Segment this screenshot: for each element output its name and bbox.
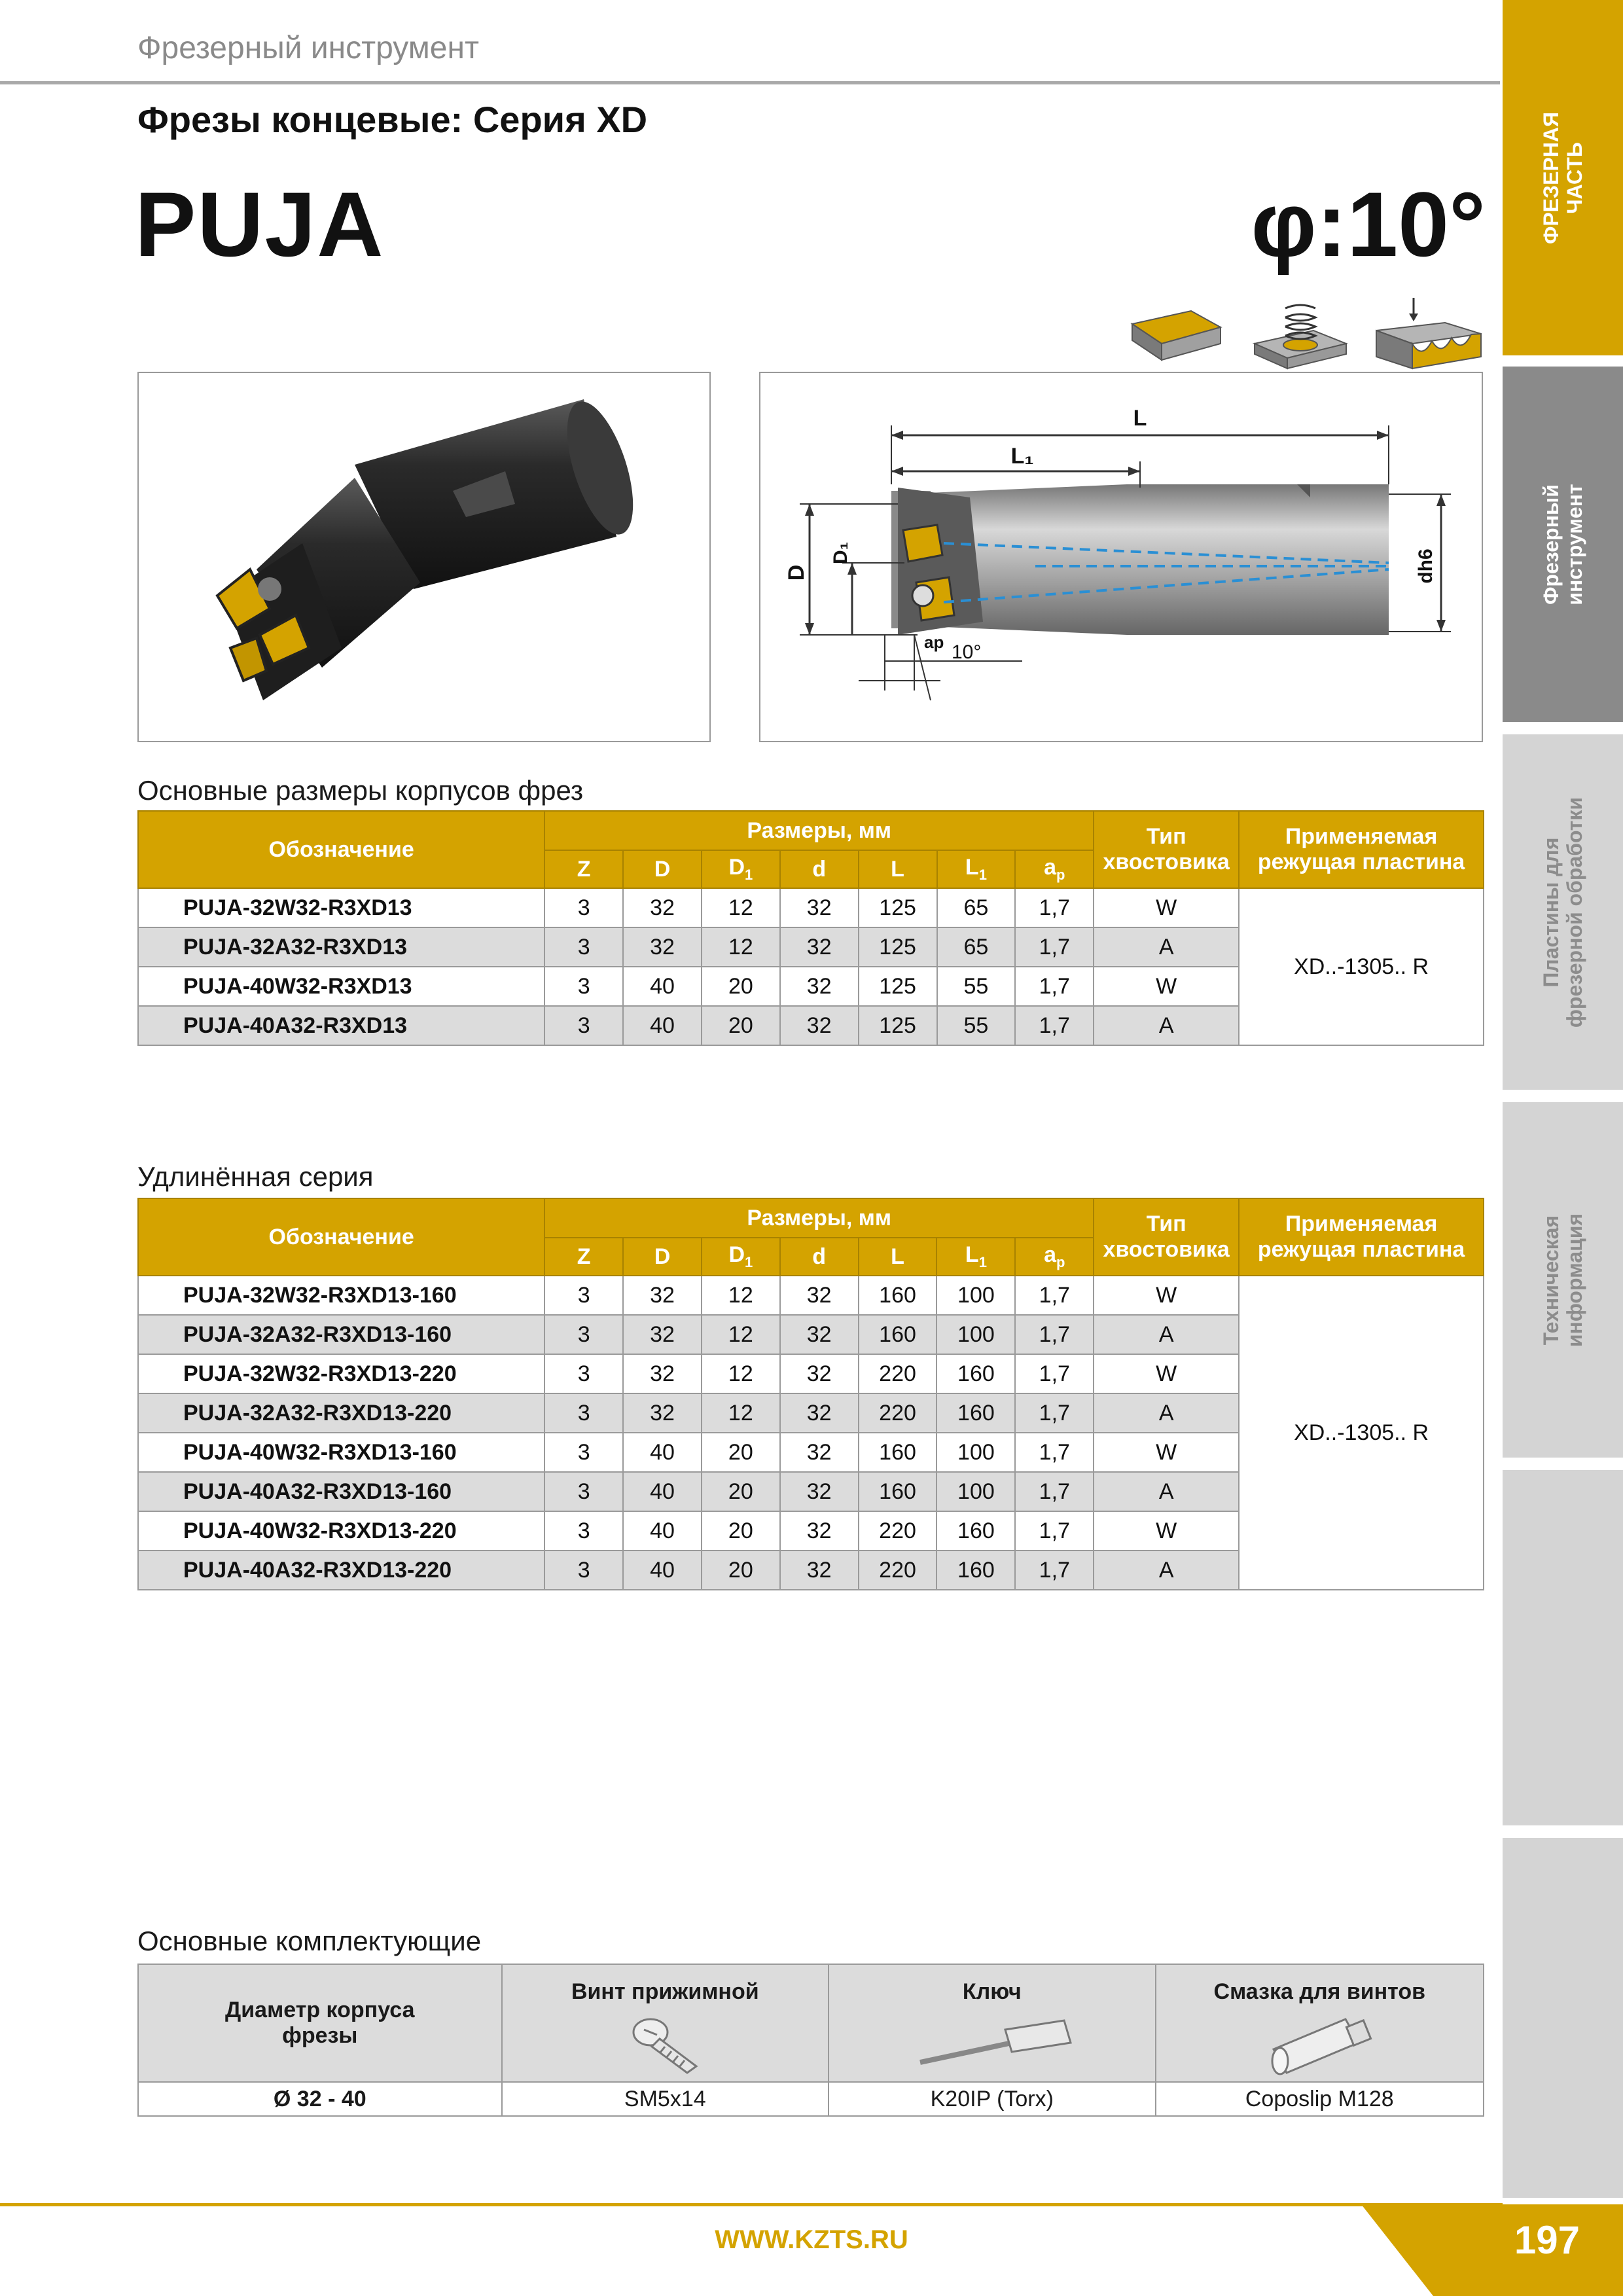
table-cell: 40 bbox=[623, 1551, 702, 1590]
product-photo bbox=[137, 372, 711, 742]
table-cell: A bbox=[1094, 1006, 1239, 1045]
table-cell: 125 bbox=[859, 888, 937, 927]
accessories-row bbox=[138, 2082, 1484, 2116]
table-cell: Ø 32 - 40 bbox=[138, 2082, 502, 2116]
sidebar-tab-blank[interactable] bbox=[1503, 1838, 1623, 2198]
table-cell: PUJA-40W32-R3XD13-160 bbox=[138, 1433, 544, 1472]
header-text: a bbox=[1044, 1242, 1057, 1268]
table-cell: 32 bbox=[780, 967, 859, 1006]
table-cell: 160 bbox=[936, 1511, 1015, 1551]
table-cell: A bbox=[1094, 927, 1239, 967]
table-cell: 3 bbox=[544, 1315, 623, 1354]
header-shank: Тип хвостовика bbox=[1094, 1198, 1239, 1276]
table-cell: A bbox=[1094, 1551, 1239, 1590]
table-cell: 3 bbox=[544, 1433, 623, 1472]
table-cell: 100 bbox=[936, 1472, 1015, 1511]
table-cell: PUJA-40W32-R3XD13-220 bbox=[138, 1511, 544, 1551]
helical-interpolation-icon bbox=[1251, 298, 1349, 370]
table-cell: PUJA-40W32-R3XD13 bbox=[138, 967, 544, 1006]
header-text: d bbox=[812, 1244, 827, 1269]
col-d-big bbox=[623, 1238, 702, 1276]
table-cell: 55 bbox=[937, 967, 1016, 1006]
sidebar-tab-milling-tools[interactable] bbox=[1503, 367, 1623, 722]
table-cell: K20IP (Torx) bbox=[829, 2082, 1156, 2116]
table-cell: 3 bbox=[544, 1276, 623, 1315]
acc-header-screw bbox=[502, 1964, 829, 2082]
table-cell: 1,7 bbox=[1015, 1472, 1094, 1511]
table-cell: 3 bbox=[544, 1354, 623, 1393]
header-text: D bbox=[654, 1244, 671, 1269]
header-text: Z bbox=[577, 1244, 591, 1269]
table-cell: 20 bbox=[702, 967, 780, 1006]
table-cell: 32 bbox=[623, 1315, 702, 1354]
acc-header-lubricant bbox=[1156, 1964, 1484, 2082]
table-cell: 1,7 bbox=[1015, 1276, 1094, 1315]
header-sizes: Размеры, мм bbox=[544, 1198, 1094, 1238]
sidebar-tab-milling-inserts[interactable] bbox=[1503, 734, 1623, 1090]
header-text: 1 bbox=[978, 866, 987, 883]
table-cell: 1,7 bbox=[1015, 1354, 1094, 1393]
table-cell: SM5x14 bbox=[502, 2082, 829, 2116]
header-text: 1 bbox=[745, 1253, 753, 1270]
table-cell: PUJA-40A32-R3XD13-160 bbox=[138, 1472, 544, 1511]
table-cell: 20 bbox=[702, 1433, 780, 1472]
col-z bbox=[544, 850, 623, 888]
table-cell: 1,7 bbox=[1015, 888, 1094, 927]
table-cell: 220 bbox=[859, 1393, 937, 1433]
table-cell: 32 bbox=[623, 927, 702, 967]
sidebar-tab-label: Пластины для фрезерной обработки bbox=[1539, 797, 1586, 1028]
acc-header-diameter bbox=[138, 1964, 502, 2082]
dim-D: D bbox=[784, 564, 809, 581]
table-cell: 3 bbox=[544, 1551, 623, 1590]
sidebar-tab-milling-section[interactable] bbox=[1503, 0, 1623, 355]
col-z bbox=[544, 1238, 623, 1276]
table-cell: W bbox=[1094, 1276, 1239, 1315]
table-cell: 40 bbox=[623, 1511, 702, 1551]
table-cell: 65 bbox=[937, 888, 1016, 927]
col-d1 bbox=[702, 1238, 780, 1276]
sidebar-tab-label: Техническая информация bbox=[1539, 1213, 1586, 1347]
running-head: Фрезерный инструмент bbox=[137, 31, 479, 65]
table-cell: 1,7 bbox=[1015, 1511, 1094, 1551]
table-cell: 32 bbox=[780, 1006, 859, 1045]
lubricant-tube-icon bbox=[1260, 2010, 1378, 2075]
table-cell: 32 bbox=[780, 927, 859, 967]
table-cell: 220 bbox=[859, 1511, 937, 1551]
header-sizes: Размеры, мм bbox=[544, 811, 1094, 850]
table-cell: 32 bbox=[780, 1354, 859, 1393]
table-cell: 160 bbox=[936, 1393, 1015, 1433]
table-cell: A bbox=[1094, 1393, 1239, 1433]
table-cell: 160 bbox=[859, 1472, 937, 1511]
table-cell: 40 bbox=[623, 1433, 702, 1472]
table-cell: 32 bbox=[623, 1393, 702, 1433]
table-cell: 32 bbox=[780, 888, 859, 927]
insert-cell: XD..-1305.. R bbox=[1239, 888, 1484, 1045]
table-cell: PUJA-32W32-R3XD13 bbox=[138, 888, 544, 927]
table-cell: 32 bbox=[780, 1276, 859, 1315]
table-cell: 32 bbox=[780, 1433, 859, 1472]
table-cell: W bbox=[1094, 1511, 1239, 1551]
header-text: Ключ bbox=[962, 1979, 1022, 2004]
sidebar-tab-technical-info[interactable] bbox=[1503, 1102, 1623, 1458]
table-cell: 3 bbox=[544, 1472, 623, 1511]
col-l1 bbox=[936, 1238, 1015, 1276]
table-cell: PUJA-40A32-R3XD13 bbox=[138, 1006, 544, 1045]
table-cell: 32 bbox=[780, 1511, 859, 1551]
table-cell: W bbox=[1094, 1354, 1239, 1393]
table-cell: W bbox=[1094, 888, 1239, 927]
table-cell: PUJA-32A32-R3XD13-220 bbox=[138, 1393, 544, 1433]
extended-series-table bbox=[137, 1198, 1484, 1590]
acc-header-key bbox=[829, 1964, 1156, 2082]
table-cell: 1,7 bbox=[1015, 1315, 1094, 1354]
header-text: Диаметр корпуса фрезы bbox=[225, 1998, 415, 2048]
page-title: Фрезы концевые: Серия XD bbox=[137, 99, 648, 140]
header-text: Винт прижимной bbox=[571, 1979, 759, 2004]
table-cell: PUJA-32W32-R3XD13-160 bbox=[138, 1276, 544, 1315]
table-cell: PUJA-32A32-R3XD13 bbox=[138, 927, 544, 967]
header-text: D bbox=[728, 855, 745, 880]
screw-icon bbox=[619, 2010, 711, 2075]
table-cell: 100 bbox=[936, 1315, 1015, 1354]
insert-cell: XD..-1305.. R bbox=[1239, 1276, 1484, 1590]
model-name: PUJA bbox=[135, 173, 385, 276]
table-cell: A bbox=[1094, 1315, 1239, 1354]
table-cell: 1,7 bbox=[1015, 927, 1094, 967]
header-insert: Применяемая режущая пластина bbox=[1239, 1198, 1484, 1276]
table-cell: 12 bbox=[702, 888, 780, 927]
sidebar-tab-blank[interactable] bbox=[1503, 1470, 1623, 1825]
face-milling-icon bbox=[1126, 298, 1224, 370]
header-shank: Тип хвостовика bbox=[1094, 811, 1239, 888]
header-text: L bbox=[891, 856, 904, 882]
table-cell: 1,7 bbox=[1015, 1433, 1094, 1472]
table-cell: 3 bbox=[544, 888, 623, 927]
dim-L1: L₁ bbox=[1010, 444, 1034, 469]
dim-angle: 10° bbox=[952, 641, 982, 663]
angle-label: φ:10° bbox=[1251, 173, 1486, 276]
col-d-big bbox=[623, 850, 702, 888]
table-cell: 125 bbox=[859, 967, 937, 1006]
table-row bbox=[138, 1276, 1484, 1315]
col-d1 bbox=[702, 850, 780, 888]
table-cell: 32 bbox=[780, 1551, 859, 1590]
table-cell: 12 bbox=[702, 927, 780, 967]
table-cell: W bbox=[1094, 967, 1239, 1006]
table-cell: 40 bbox=[623, 1006, 702, 1045]
table-cell: 1,7 bbox=[1015, 1551, 1094, 1590]
main-table-title: Основные размеры корпусов фрез bbox=[137, 775, 584, 806]
dim-D1: D₁ bbox=[830, 541, 851, 565]
table-cell: 160 bbox=[936, 1354, 1015, 1393]
header-text: L bbox=[965, 1242, 979, 1268]
table-cell: 3 bbox=[544, 1393, 623, 1433]
table-cell: 32 bbox=[780, 1472, 859, 1511]
table-cell: Coposlip M128 bbox=[1156, 2082, 1484, 2116]
table-cell: 3 bbox=[544, 967, 623, 1006]
footer-rule bbox=[0, 2203, 1503, 2206]
header-text: D bbox=[654, 856, 671, 882]
table-cell: 12 bbox=[702, 1354, 780, 1393]
table-cell: 20 bbox=[702, 1551, 780, 1590]
table-cell: 1,7 bbox=[1015, 1393, 1094, 1433]
table-cell: 160 bbox=[859, 1315, 937, 1354]
plunge-milling-icon bbox=[1373, 298, 1484, 370]
table-cell: 40 bbox=[623, 1472, 702, 1511]
table-cell: A bbox=[1094, 1472, 1239, 1511]
header-rule bbox=[0, 81, 1500, 84]
dim-dh6: dh6 bbox=[1415, 548, 1436, 584]
table-cell: 3 bbox=[544, 927, 623, 967]
header-text: D bbox=[728, 1242, 745, 1268]
col-l bbox=[859, 1238, 937, 1276]
table-cell: 55 bbox=[937, 1006, 1016, 1045]
header-text: d bbox=[812, 856, 827, 882]
header-text: p bbox=[1056, 1253, 1065, 1270]
col-d-small bbox=[780, 850, 859, 888]
operation-icons bbox=[1126, 298, 1486, 370]
table-cell: 65 bbox=[937, 927, 1016, 967]
table-cell: 32 bbox=[623, 1354, 702, 1393]
table-cell: 20 bbox=[702, 1511, 780, 1551]
col-ap bbox=[1015, 850, 1094, 888]
header-designation: Обозначение bbox=[138, 1198, 544, 1276]
table-cell: 160 bbox=[936, 1551, 1015, 1590]
dim-L: L bbox=[1133, 406, 1147, 431]
table-cell: 12 bbox=[702, 1315, 780, 1354]
header-text: 1 bbox=[978, 1253, 987, 1270]
table-cell: PUJA-32W32-R3XD13-220 bbox=[138, 1354, 544, 1393]
table-cell: 32 bbox=[780, 1315, 859, 1354]
dim-ap: ap bbox=[924, 632, 944, 652]
dimension-drawing-svg bbox=[760, 373, 1482, 741]
accessories-title: Основные комплектующие bbox=[137, 1926, 482, 1956]
header-designation: Обозначение bbox=[138, 811, 544, 888]
header-text: Смазка для винтов bbox=[1213, 1979, 1426, 2004]
page-number-tab bbox=[1361, 2204, 1623, 2296]
page-number: 197 bbox=[1514, 2218, 1580, 2262]
table-cell: 160 bbox=[859, 1433, 937, 1472]
extended-table-title: Удлинённая серия bbox=[137, 1161, 374, 1192]
col-ap bbox=[1015, 1238, 1094, 1276]
table-cell: 12 bbox=[702, 1393, 780, 1433]
header-text: L bbox=[891, 1244, 904, 1269]
header-text: L bbox=[965, 855, 979, 880]
col-l bbox=[859, 850, 937, 888]
table-cell: W bbox=[1094, 1433, 1239, 1472]
main-dimensions-table bbox=[137, 810, 1484, 1046]
header-text: p bbox=[1056, 866, 1065, 883]
table-cell: 20 bbox=[702, 1472, 780, 1511]
table-cell: 1,7 bbox=[1015, 1006, 1094, 1045]
table-cell: 20 bbox=[702, 1006, 780, 1045]
table-cell: 220 bbox=[859, 1354, 937, 1393]
header-text: 1 bbox=[745, 866, 753, 883]
table-cell: 160 bbox=[859, 1276, 937, 1315]
table-cell: 32 bbox=[623, 888, 702, 927]
table-cell: 32 bbox=[780, 1393, 859, 1433]
table-cell: PUJA-40A32-R3XD13-220 bbox=[138, 1551, 544, 1590]
table-cell: 40 bbox=[623, 967, 702, 1006]
table-cell: 12 bbox=[702, 1276, 780, 1315]
footer-url[interactable]: WWW.KZTS.RU bbox=[715, 2225, 908, 2254]
header-text: a bbox=[1044, 855, 1056, 880]
table-cell: 3 bbox=[544, 1511, 623, 1551]
accessories-table bbox=[137, 1964, 1484, 2117]
table-cell: 3 bbox=[544, 1006, 623, 1045]
table-cell: 100 bbox=[936, 1433, 1015, 1472]
end-mill-photo-illustration bbox=[139, 373, 709, 741]
table-cell: 100 bbox=[936, 1276, 1015, 1315]
table-row bbox=[138, 888, 1484, 927]
header-text: Z bbox=[577, 856, 591, 882]
table-cell: 125 bbox=[859, 1006, 937, 1045]
table-cell: 32 bbox=[623, 1276, 702, 1315]
col-l1 bbox=[937, 850, 1016, 888]
table-cell: 125 bbox=[859, 927, 937, 967]
col-d-small bbox=[780, 1238, 859, 1276]
dimension-drawing bbox=[759, 372, 1483, 742]
sidebar-tab-label: ФРЕЗЕРНАЯ ЧАСТЬ bbox=[1539, 111, 1586, 244]
header-insert: Применяемая режущая пластина bbox=[1239, 811, 1484, 888]
table-cell: 220 bbox=[859, 1551, 937, 1590]
table-cell: PUJA-32A32-R3XD13-160 bbox=[138, 1315, 544, 1354]
sidebar-tab-label: Фрезерный инструмент bbox=[1539, 483, 1586, 605]
table-cell: 1,7 bbox=[1015, 967, 1094, 1006]
torx-key-icon bbox=[907, 2010, 1077, 2075]
